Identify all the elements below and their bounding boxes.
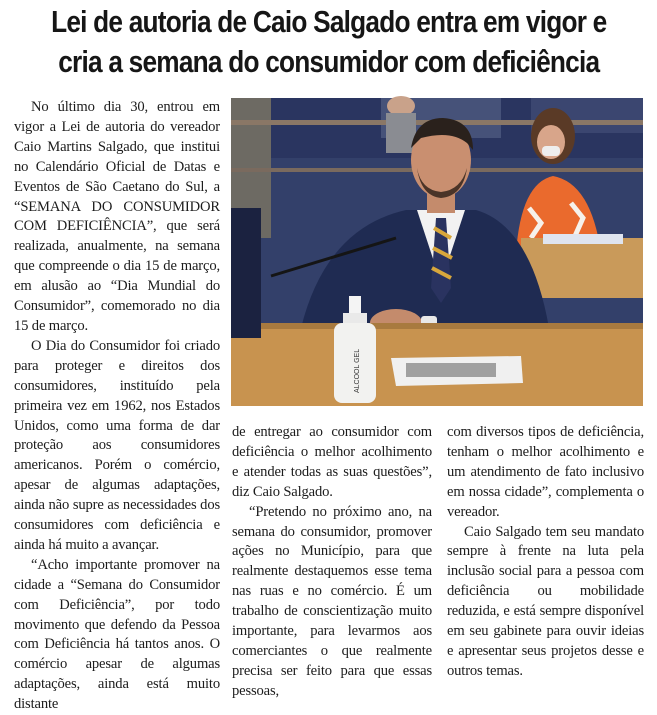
- paragraph: “Pretendo no próximo ano, na semana do consumidor, promover ações no Município, para que realmente destaquemos esse tema nas ruas e no comércio. É um trabalho de conscientização muito importante, para levarmos aos comerciantes o que realmente precisa ser feito para que essas pessoas,: [232, 503, 432, 699]
- article-column-2: [232, 423, 432, 702]
- bottle-label: ALCOOL GEL: [354, 348, 361, 393]
- headline: [8, 2, 650, 82]
- paragraph: O Dia do Consumidor foi criado para proteger e direitos dos consumidores, instituído pela primeira vez em 1962, nos Estados Unidos, como uma forma de dar proteção aos consumidores americanos. Porém o comércio, apesar de algumas adaptações, ainda não supre as necessidades dos consumidores com deficiência e ainda há muito a avançar.: [14, 337, 220, 553]
- paragraph: de entregar ao consumidor com deficiência o melhor acolhimento e atender todas as suas questões”, diz Caio Salgado.: [232, 424, 432, 500]
- headline-line-1: Lei de autoria de Caio Salgado entra em vigor e: [51, 5, 607, 39]
- headline-line-2: cria a semana do consumidor com deficiência: [58, 45, 600, 79]
- article-photo: [231, 98, 643, 406]
- article-column-1: [14, 98, 220, 715]
- paragraph: “Acho importante promover na cidade a “Semana do Consumidor com Deficiência”, por todo movimento que defendo da Pessoa com Deficiência há tantos anos. O comércio apesar de algumas adaptações, ainda está muito distante: [14, 556, 220, 713]
- paragraph: com diversos tipos de deficiência, tenham o melhor acolhimento e um atendimento de fato inclusivo em nossa cidade”, complementa o vereador.: [447, 424, 644, 520]
- paragraph: No último dia 30, entrou em vigor a Lei de autoria do vereador Caio Martins Salgado, que institui no Calendário Oficial de Datas e Eventos de São Caetano do Sul, a “SEMANA DO CONSUMIDOR COM DEFICIÊNCIA”, que será realizada, anualmente, na semana que compreende o dia 15 de março, em alusão ao “Dia Mundial do Consumidor”, comemorado no dia 15 de março.: [14, 99, 220, 334]
- article-column-3: [447, 423, 644, 682]
- photo-illustration: [231, 98, 643, 406]
- paragraph: Caio Salgado tem seu mandato sempre à frente na luta pela inclusão social para a pessoa com deficiência ou mobilidade reduzida, e está sempre disponível em seu gabinete para ouvir ideias e apresentar seus projetos desse e outros temas.: [447, 523, 644, 679]
